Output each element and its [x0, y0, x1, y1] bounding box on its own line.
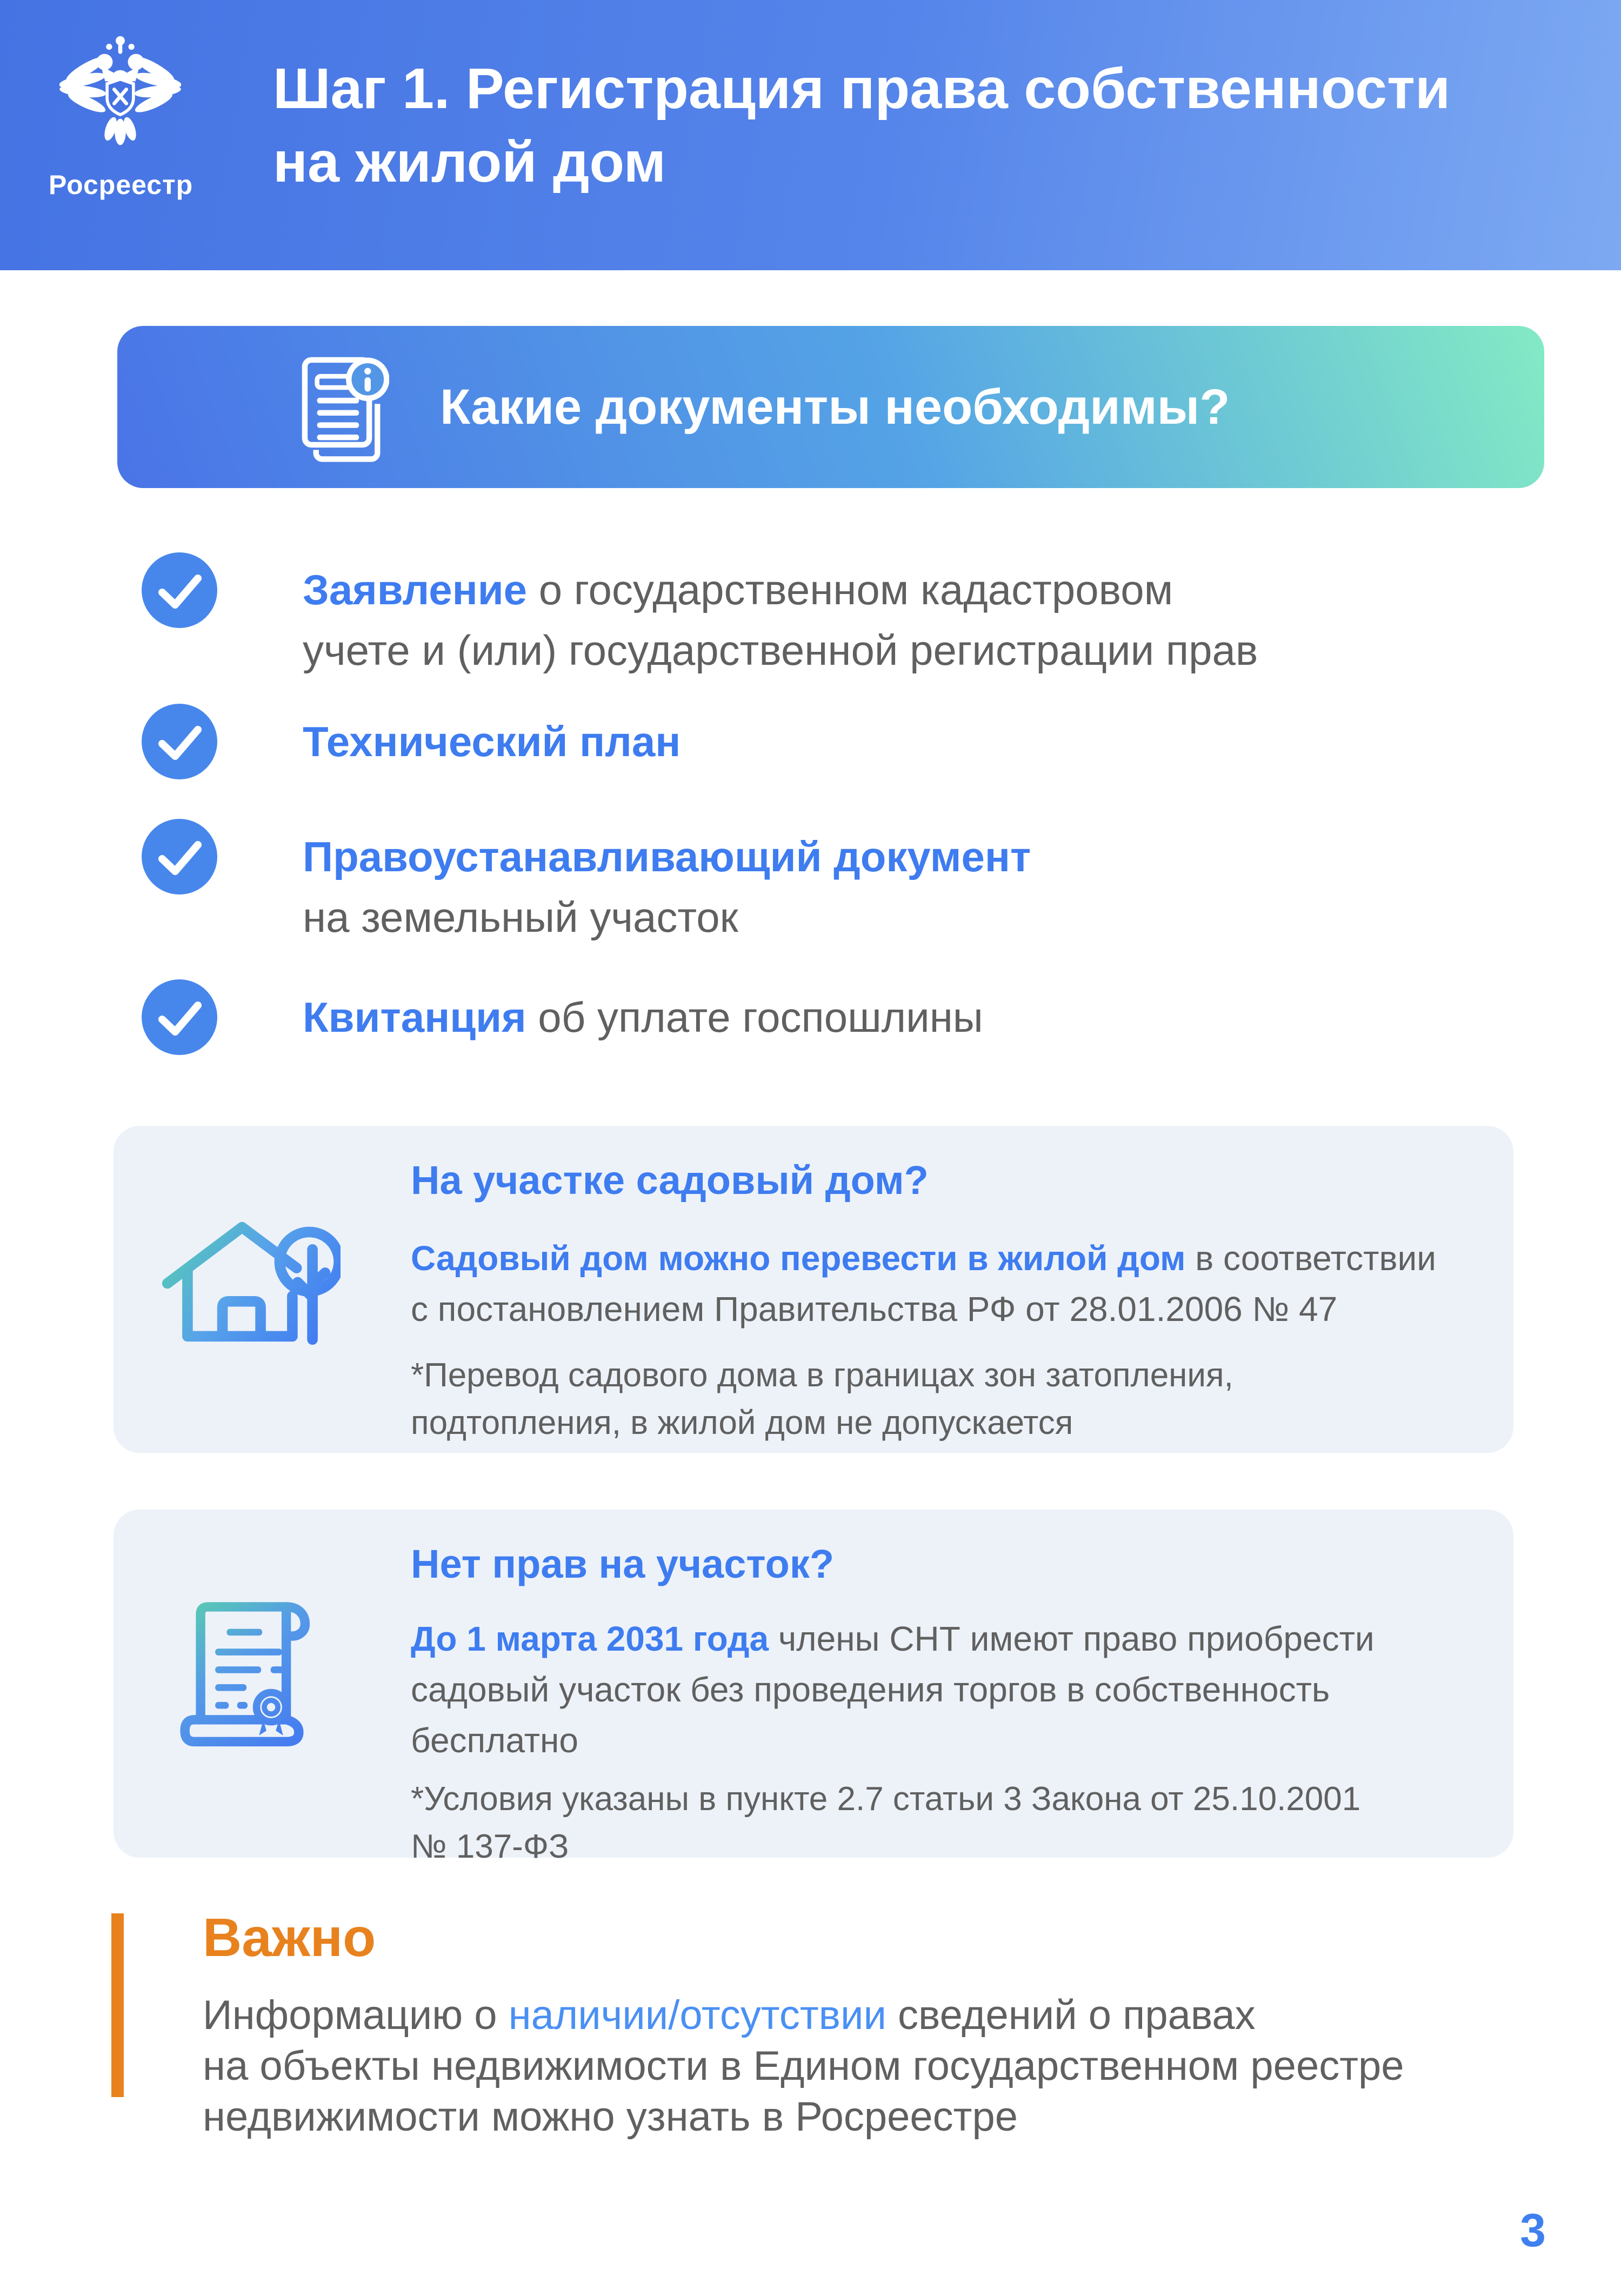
text-segment: Правоустанавливающий документ: [303, 833, 1031, 880]
text-segment: подтопления, в жилой дом не допускается: [411, 1404, 1073, 1441]
check-circle-icon: [142, 552, 217, 628]
text-segment: в соответствии: [1185, 1239, 1436, 1278]
logo-label: Росреестр: [49, 170, 194, 200]
banner-title: Какие документы необходимы?: [440, 379, 1230, 435]
text-segment: об уплате госпошлины: [526, 993, 983, 1041]
important-accent-bar: [111, 1913, 124, 2097]
page-number: 3: [1520, 2205, 1546, 2257]
checklist-item-title-document: [303, 826, 1031, 947]
info-box-garden-house: [114, 1126, 1513, 1453]
info-box-title: Нет прав на участок?: [411, 1541, 835, 1586]
checklist-item-receipt: [303, 987, 983, 1047]
text-segment: члены СНТ имеют право приобрести: [769, 1619, 1375, 1658]
text-segment: о государственном кадастровом: [527, 566, 1173, 613]
info-box-no-land-rights: [114, 1510, 1513, 1865]
checklist-item-statement: [303, 559, 1258, 680]
house-tree-icon: [159, 1217, 341, 1349]
text-segment: наличии/отсутствии: [508, 1992, 886, 2038]
info-box-note: [411, 1352, 1233, 1447]
text-segment: До 1 марта 2031 года: [411, 1619, 769, 1658]
text-segment: учете и (или) государственной регистрации прав: [303, 626, 1258, 674]
scroll-document-icon: [170, 1585, 327, 1756]
text-segment: Садовый дом можно перевести в жилой дом: [411, 1239, 1186, 1278]
header-banner: [0, 0, 1621, 270]
info-box-title: На участке садовый дом?: [411, 1158, 929, 1203]
text-segment: Технический план: [303, 718, 681, 765]
text-segment: на жилой дом: [273, 130, 666, 194]
text-segment: Квитанция: [303, 993, 526, 1041]
rosreestr-eagle-icon: [59, 32, 181, 159]
text-segment: бесплатно: [411, 1721, 578, 1760]
text-segment: на объекты недвижимости в Едином государственном реестре: [203, 2043, 1404, 2089]
check-circle-icon: [142, 979, 217, 1055]
text-segment: Информацию о: [203, 1992, 509, 2038]
document-info-icon: [295, 350, 389, 466]
documents-question-banner: [117, 326, 1544, 488]
text-segment: *Условия указаны в пункте 2.7 статьи 3 Закона от 25.10.2001: [411, 1780, 1361, 1818]
check-circle-icon: [142, 819, 217, 895]
text-segment: на земельный участок: [303, 893, 738, 941]
text-segment: Заявление: [303, 566, 528, 613]
info-box-body: [411, 1613, 1375, 1766]
info-box-body: [411, 1233, 1436, 1334]
text-segment: с постановлением Правительства РФ от 28.01.2006 № 47: [411, 1290, 1338, 1329]
checklist-item-technical-plan: [303, 711, 681, 772]
important-label: Важно: [203, 1907, 376, 1968]
important-body: [203, 1990, 1404, 2143]
text-segment: недвижимости можно узнать в Росреестре: [203, 2094, 1018, 2140]
text-segment: Шаг 1. Регистрация права собственности: [273, 57, 1451, 121]
text-segment: *Перевод садового дома в границах зон затопления,: [411, 1357, 1233, 1394]
rosreestr-logo: [49, 32, 192, 227]
text-segment: сведений о правах: [886, 1992, 1256, 2038]
text-segment: садовый участок без проведения торгов в собственность: [411, 1670, 1330, 1709]
text-segment: № 137-ФЗ: [411, 1828, 569, 1865]
check-circle-icon: [142, 704, 217, 779]
page-title: [273, 52, 1450, 199]
info-box-note: [411, 1776, 1360, 1871]
